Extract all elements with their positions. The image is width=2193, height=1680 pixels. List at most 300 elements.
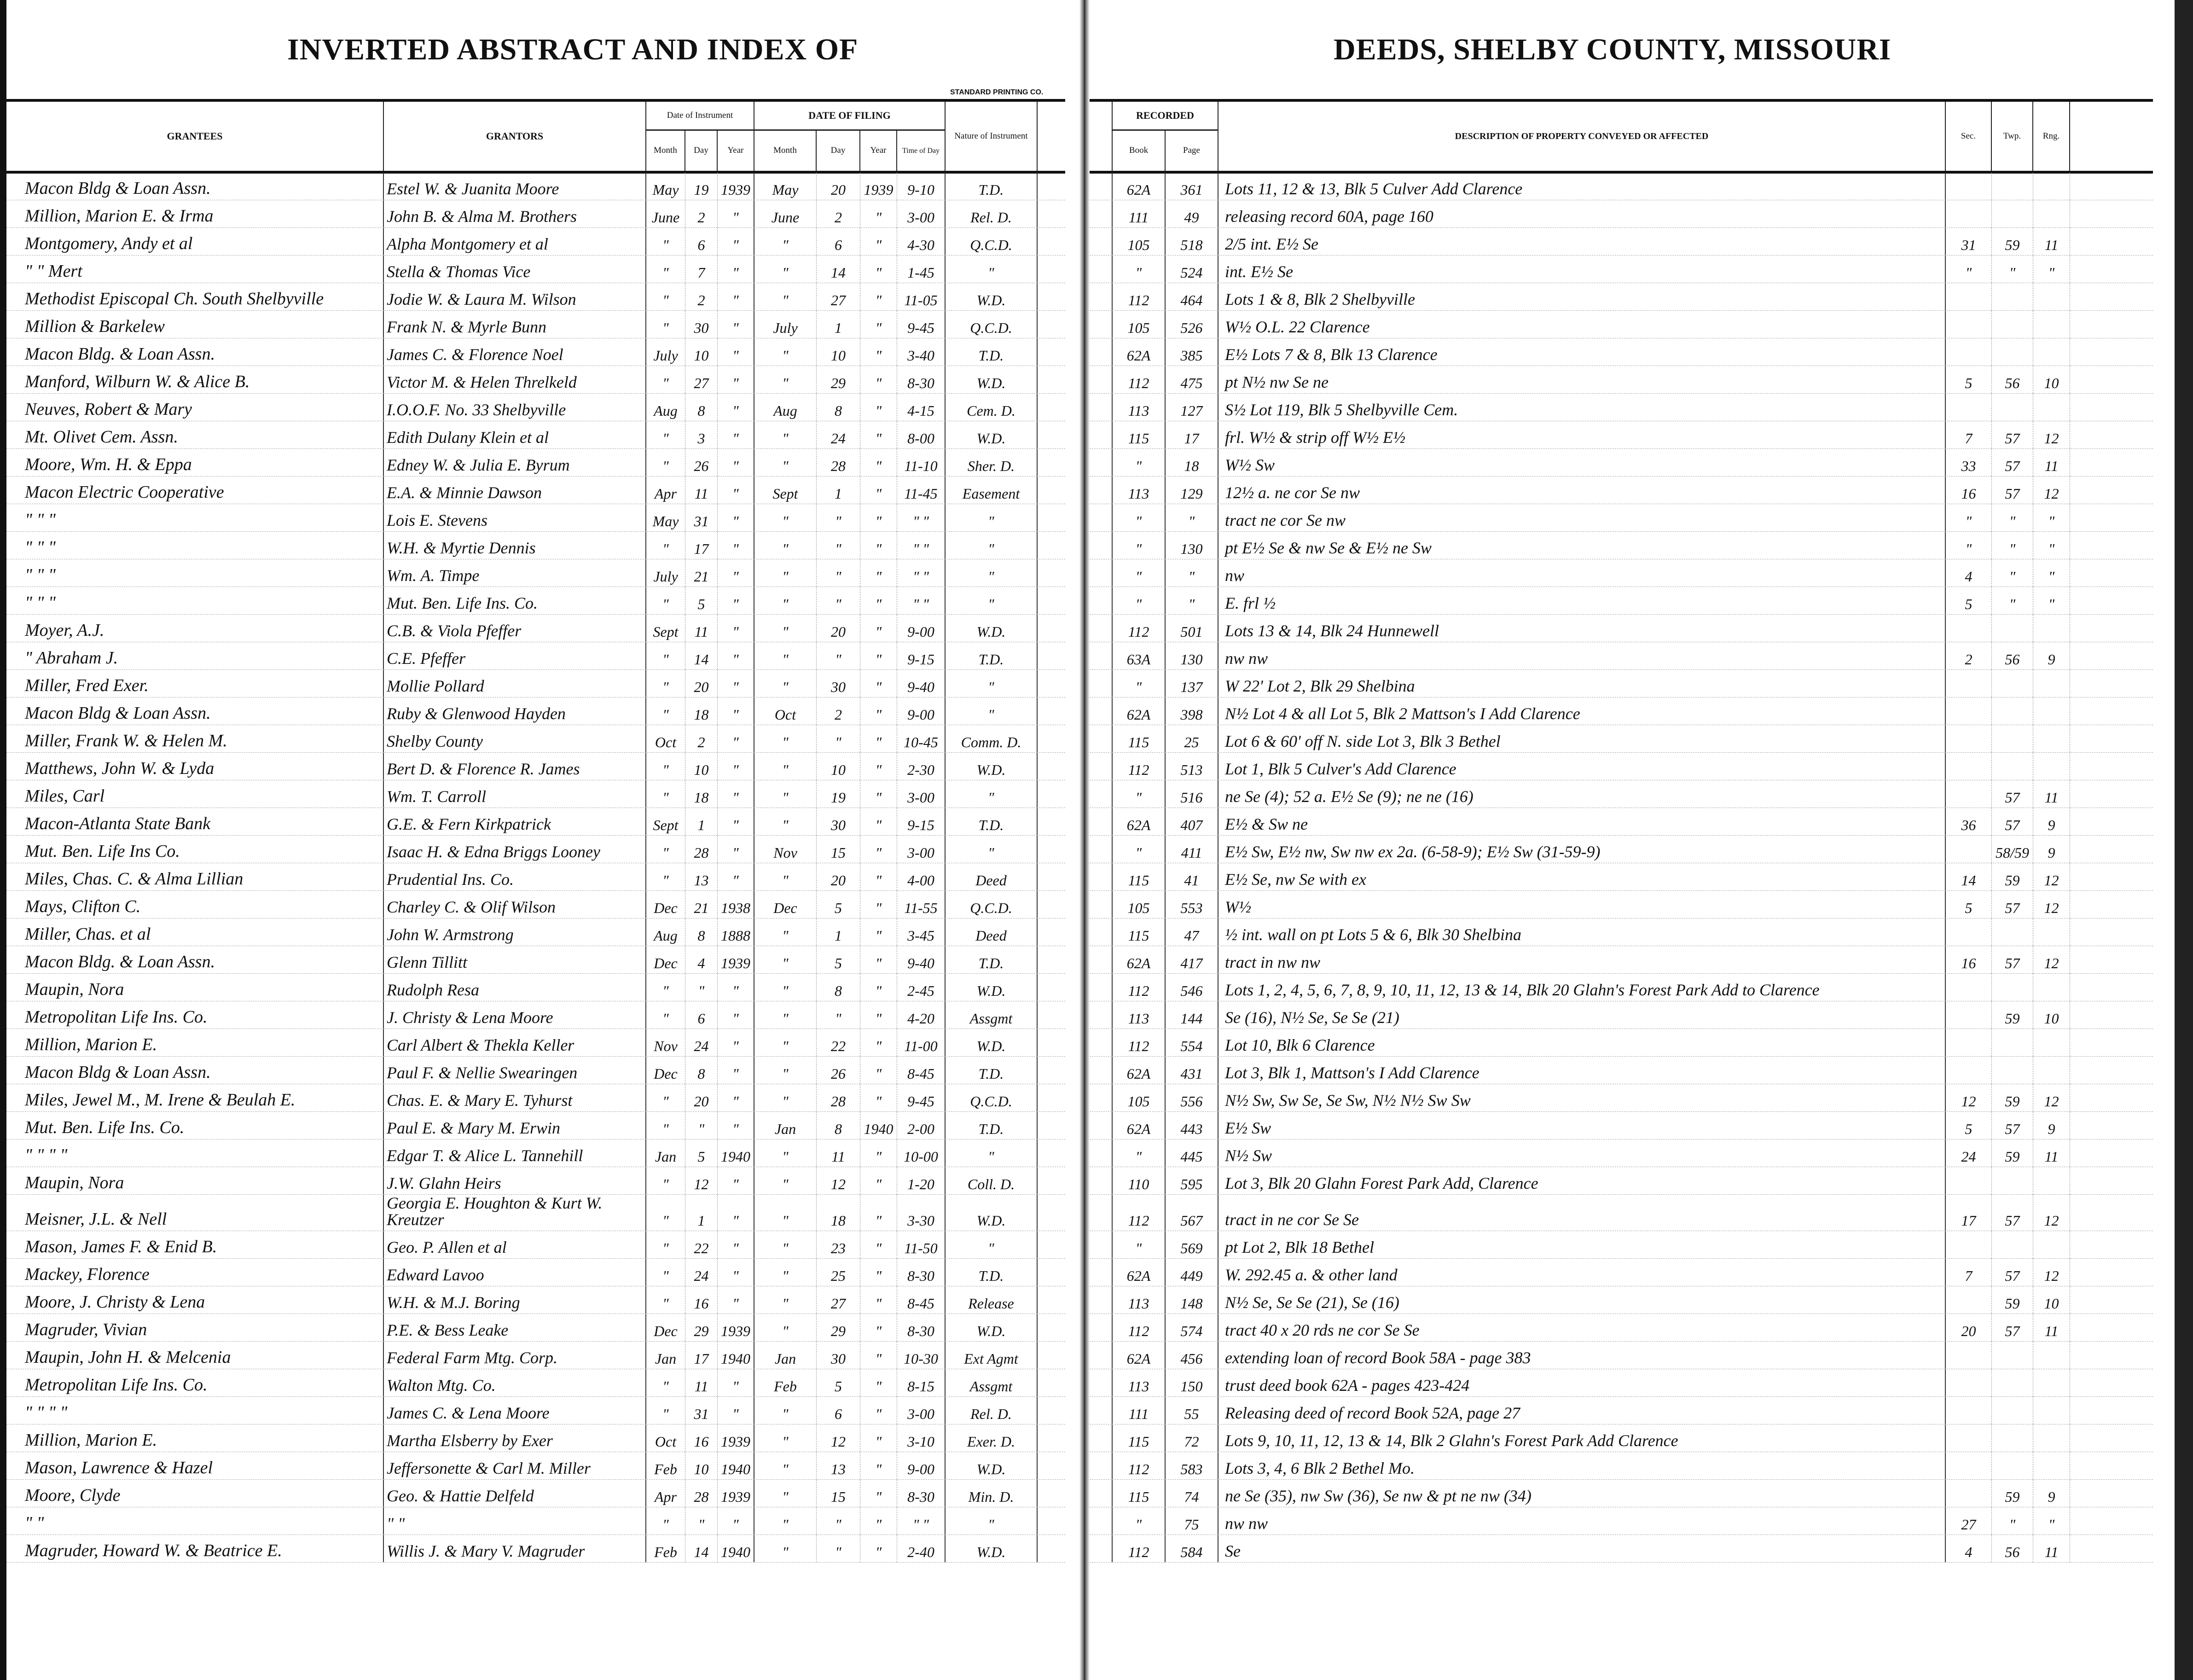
entry-page: 130 (1166, 532, 1218, 559)
entry-description: tract ne cor Se nw (1218, 504, 1946, 531)
entry-grantor: Mut. Ben. Life Ins. Co. (384, 587, 646, 614)
entry-blank-cell (1090, 808, 1113, 835)
entry-book: 112 (1113, 974, 1166, 1001)
header-inst-year: Year (718, 129, 754, 171)
printer-mark: STANDARD PRINTING CO. (950, 88, 1044, 96)
entry-inst-year: " (718, 421, 754, 448)
entry-blank-cell (1090, 863, 1113, 890)
entry-blank-cell (1090, 974, 1113, 1001)
header-file-year: Year (860, 129, 897, 171)
entry-inst-month: Jan (646, 1342, 685, 1369)
entry-grantee: " " " (6, 504, 384, 531)
entry-rng: 10 (2033, 1286, 2070, 1314)
left-entry-row (6, 587, 1065, 615)
entry-page: 74 (1166, 1480, 1218, 1507)
entry-grantee: Maupin, John H. & Melcenia (6, 1342, 384, 1369)
entry-blank-cell (2070, 421, 2153, 448)
entry-inst-day: 12 (685, 1167, 718, 1194)
entry-twp (1992, 725, 2033, 752)
entry-sec (1946, 1397, 1992, 1424)
entry-sec (1946, 1342, 1992, 1369)
entry-blank-cell (1038, 1057, 1065, 1084)
entry-sec (1946, 311, 1992, 338)
entry-page: 501 (1166, 615, 1218, 642)
left-entry-row (6, 1507, 1065, 1535)
entry-file-year: " (860, 1286, 897, 1314)
entry-grantee: Moyer, A.J. (6, 615, 384, 642)
entry-book: " (1113, 1139, 1166, 1167)
entry-blank-cell (1038, 228, 1065, 255)
entry-nature: W.D. (946, 753, 1038, 780)
entry-sec: 36 (1946, 808, 1992, 835)
entry-blank-cell (2070, 1112, 2153, 1139)
entry-blank-cell (1090, 1369, 1113, 1396)
entry-blank-cell (1038, 532, 1065, 559)
header-page: Page (1166, 129, 1218, 171)
entry-twp (1992, 338, 2033, 366)
entry-blank-cell (1038, 311, 1065, 338)
entry-file-day: 18 (817, 1195, 860, 1231)
left-entry-row (6, 1259, 1065, 1286)
left-entry-row (6, 780, 1065, 808)
entry-file-day: 24 (817, 421, 860, 448)
entry-book: 113 (1113, 1369, 1166, 1396)
entry-inst-month: " (646, 753, 685, 780)
entry-rng (2033, 1397, 2070, 1424)
right-entry-row (1090, 918, 2153, 946)
left-entry-row (6, 808, 1065, 836)
entry-description: Lots 13 & 14, Blk 24 Hunnewell (1218, 615, 1946, 642)
entry-file-day: 13 (817, 1452, 860, 1479)
entry-inst-day: 20 (685, 670, 718, 697)
entry-page: 385 (1166, 338, 1218, 366)
entry-inst-month: Aug (646, 918, 685, 946)
entry-page: 47 (1166, 918, 1218, 946)
left-entry-row (6, 1480, 1065, 1507)
entry-file-year: " (860, 1480, 897, 1507)
entry-inst-day: 16 (685, 1424, 718, 1452)
left-entry-row (6, 946, 1065, 974)
left-entry-row (6, 974, 1065, 1001)
entry-file-year: " (860, 753, 897, 780)
entry-book: " (1113, 836, 1166, 863)
entry-inst-year: " (718, 200, 754, 227)
entry-rng: 12 (2033, 891, 2070, 918)
entry-description: pt E½ Se & nw Se & E½ ne Sw (1218, 532, 1946, 559)
entry-inst-day: 29 (685, 1314, 718, 1341)
entry-blank-cell (2070, 366, 2153, 393)
entry-grantee: Magruder, Vivian (6, 1314, 384, 1341)
entry-grantee: Macon Bldg & Loan Assn. (6, 698, 384, 725)
entry-blank-cell (1090, 1314, 1113, 1341)
entry-time: 8-30 (897, 1480, 946, 1507)
entry-nature: Q.C.D. (946, 228, 1038, 255)
entry-sec: 33 (1946, 449, 1992, 476)
entry-page: " (1166, 587, 1218, 614)
right-entry-row (1090, 1480, 2153, 1507)
entry-file-year: " (860, 1452, 897, 1479)
entry-nature: T.D. (946, 1112, 1038, 1139)
entry-sec (1946, 1167, 1992, 1194)
entry-book: 115 (1113, 421, 1166, 448)
entry-file-day: 14 (817, 256, 860, 283)
entry-nature: " (946, 587, 1038, 614)
entry-inst-year: " (718, 753, 754, 780)
entry-blank-cell (1038, 283, 1065, 310)
entry-description: nw nw (1218, 1507, 1946, 1535)
entry-rng: 10 (2033, 366, 2070, 393)
entry-blank-cell (2070, 698, 2153, 725)
entry-time: 4-00 (897, 863, 946, 890)
entry-description: E. frl ½ (1218, 587, 1946, 614)
entry-description: W½ O.L. 22 Clarence (1218, 311, 1946, 338)
entry-grantor: P.E. & Bess Leake (384, 1314, 646, 1341)
entry-file-day: 20 (817, 173, 860, 200)
entry-inst-month: July (646, 338, 685, 366)
entry-blank-cell (1038, 1231, 1065, 1258)
entry-sec (1946, 1029, 1992, 1056)
entry-file-month: " (754, 366, 817, 393)
entry-time: 9-40 (897, 946, 946, 973)
entry-inst-month: " (646, 366, 685, 393)
entry-blank-cell (2070, 449, 2153, 476)
right-entry-row (1090, 698, 2153, 725)
entry-inst-year: 1940 (718, 1535, 754, 1562)
entry-rng: 12 (2033, 477, 2070, 504)
entry-blank-cell (2070, 780, 2153, 808)
entry-blank-cell (1038, 559, 1065, 587)
entry-book: 62A (1113, 1259, 1166, 1286)
entry-inst-month: June (646, 200, 685, 227)
entry-twp (1992, 1342, 2033, 1369)
entry-description: extending loan of record Book 58A - page 383 (1218, 1342, 1946, 1369)
entry-rng: 11 (2033, 228, 2070, 255)
left-entry-row (6, 421, 1065, 449)
entry-blank-cell (1090, 1029, 1113, 1056)
entry-blank-cell (2070, 1139, 2153, 1167)
entry-blank-cell (1090, 173, 1113, 200)
entry-nature: W.D. (946, 1314, 1038, 1341)
right-entry-row (1090, 366, 2153, 394)
entry-file-day: 8 (817, 394, 860, 421)
entry-file-month: " (754, 1314, 817, 1341)
entry-file-day: 30 (817, 808, 860, 835)
entry-time: 9-15 (897, 808, 946, 835)
entry-book: 105 (1113, 228, 1166, 255)
right-entry-row (1090, 1001, 2153, 1029)
entry-grantee: Mason, Lawrence & Hazel (6, 1452, 384, 1479)
entry-grantor: Ruby & Glenwood Hayden (384, 698, 646, 725)
entry-description: W 22' Lot 2, Blk 29 Shelbina (1218, 670, 1946, 697)
header-inst-month: Month (646, 129, 685, 171)
entry-rng (2033, 1452, 2070, 1479)
entry-inst-day: 20 (685, 1084, 718, 1111)
entry-description: S½ Lot 119, Blk 5 Shelbyville Cem. (1218, 394, 1946, 421)
entry-blank-cell (1038, 338, 1065, 366)
entry-inst-day: 27 (685, 366, 718, 393)
entry-grantor: Bert D. & Florence R. James (384, 753, 646, 780)
entry-grantee: Mackey, Florence (6, 1259, 384, 1286)
entry-blank-cell (1090, 615, 1113, 642)
entry-rng (2033, 1424, 2070, 1452)
entry-inst-day: 2 (685, 725, 718, 752)
entry-blank-cell (2070, 974, 2153, 1001)
entry-nature: W.D. (946, 1029, 1038, 1056)
entry-description: nw (1218, 559, 1946, 587)
entry-grantor: Alpha Montgomery et al (384, 228, 646, 255)
entry-grantor: G.E. & Fern Kirkpatrick (384, 808, 646, 835)
entry-inst-year: " (718, 1231, 754, 1258)
entry-grantor: Walton Mtg. Co. (384, 1369, 646, 1396)
entry-inst-year: 1939 (718, 173, 754, 200)
entry-page: 144 (1166, 1001, 1218, 1029)
entry-grantor: " " (384, 1507, 646, 1535)
entry-twp: 59 (1992, 1001, 2033, 1029)
entry-blank-cell (1038, 1480, 1065, 1507)
entry-file-month: Jan (754, 1342, 817, 1369)
entry-grantee: Macon Bldg. & Loan Assn. (6, 946, 384, 973)
entry-inst-year: " (718, 863, 754, 890)
left-entry-row (6, 256, 1065, 283)
entry-rng: 12 (2033, 1084, 2070, 1111)
entry-book: 62A (1113, 1342, 1166, 1369)
entry-nature: " (946, 504, 1038, 531)
entry-inst-year: " (718, 1286, 754, 1314)
header-time-of-day: Time of Day (897, 129, 946, 171)
entry-time: 11-05 (897, 283, 946, 310)
entry-time: 3-30 (897, 1195, 946, 1231)
entry-inst-month: " (646, 1112, 685, 1139)
entry-grantor: John W. Armstrong (384, 918, 646, 946)
entry-blank-cell (1038, 1029, 1065, 1056)
entry-description: E½ Sw, E½ nw, Sw nw ex 2a. (6-58-9); E½ Sw (31-59-9) (1218, 836, 1946, 863)
entry-blank-cell (1090, 725, 1113, 752)
entry-rng: 11 (2033, 1535, 2070, 1562)
header-nature-of-instrument: Nature of Instrument (946, 102, 1038, 171)
entry-inst-day: 7 (685, 256, 718, 283)
entry-description: frl. W½ & strip off W½ E½ (1218, 421, 1946, 448)
entry-rng: 12 (2033, 421, 2070, 448)
entry-grantor: Stella & Thomas Vice (384, 256, 646, 283)
entry-blank-cell (2070, 311, 2153, 338)
entry-inst-year: " (718, 642, 754, 669)
entry-description: E½ Se, nw Se with ex (1218, 863, 1946, 890)
entry-inst-year: 1939 (718, 1424, 754, 1452)
entry-page: 546 (1166, 974, 1218, 1001)
entry-blank-cell (1090, 338, 1113, 366)
entry-blank-cell (1038, 946, 1065, 973)
entry-blank-cell (1090, 1231, 1113, 1258)
left-entry-row (6, 1369, 1065, 1397)
entry-file-year: " (860, 863, 897, 890)
entry-file-year: " (860, 200, 897, 227)
entry-book: " (1113, 532, 1166, 559)
entry-description: 12½ a. ne cor Se nw (1218, 477, 1946, 504)
entry-blank-cell (2070, 559, 2153, 587)
left-page (6, 0, 1079, 1680)
entry-description: N½ Sw, Sw Se, Se Sw, N½ N½ Sw Sw (1218, 1084, 1946, 1111)
entry-inst-year: " (718, 1001, 754, 1029)
entry-blank-cell (1038, 200, 1065, 227)
entry-sec: 16 (1946, 946, 1992, 973)
entry-blank-cell (1090, 532, 1113, 559)
entry-file-day: 27 (817, 1286, 860, 1314)
entry-twp (1992, 173, 2033, 200)
entry-grantor: Carl Albert & Thekla Keller (384, 1029, 646, 1056)
entry-inst-day: 10 (685, 1452, 718, 1479)
entry-file-day: 5 (817, 1369, 860, 1396)
entry-nature: Min. D. (946, 1480, 1038, 1507)
header-blank (1038, 102, 1065, 171)
right-entry-row (1090, 1314, 2153, 1342)
entry-time: 9-45 (897, 1084, 946, 1111)
entry-grantee: Montgomery, Andy et al (6, 228, 384, 255)
entry-file-month: " (754, 946, 817, 973)
entry-description: Lot 1, Blk 5 Culver's Add Clarence (1218, 753, 1946, 780)
entry-book: 112 (1113, 1314, 1166, 1341)
entry-blank-cell (1090, 1480, 1113, 1507)
entry-blank-cell (2070, 283, 2153, 310)
entry-inst-month: Apr (646, 1480, 685, 1507)
entry-inst-month: " (646, 1001, 685, 1029)
entry-file-year: " (860, 1314, 897, 1341)
entry-rng: 9 (2033, 836, 2070, 863)
entry-page: 556 (1166, 1084, 1218, 1111)
entry-book: 111 (1113, 200, 1166, 227)
entry-grantee: Miles, Jewel M., M. Irene & Beulah E. (6, 1084, 384, 1111)
entry-rng (2033, 338, 2070, 366)
entry-grantor: Isaac H. & Edna Briggs Looney (384, 836, 646, 863)
entry-grantee: Maupin, Nora (6, 974, 384, 1001)
entry-sec (1946, 1231, 1992, 1258)
left-entry-row (6, 1452, 1065, 1480)
entry-inst-day: 6 (685, 228, 718, 255)
entry-page: 411 (1166, 836, 1218, 863)
entry-time: 8-30 (897, 366, 946, 393)
entry-twp: " (1992, 256, 2033, 283)
entry-blank-cell (1038, 1001, 1065, 1029)
entry-blank-cell (1038, 1452, 1065, 1479)
entry-rng (2033, 615, 2070, 642)
entry-inst-year: " (718, 615, 754, 642)
header-description: DESCRIPTION OF PROPERTY CONVEYED OR AFFECTED (1218, 102, 1946, 171)
entry-book: 113 (1113, 394, 1166, 421)
entry-inst-day: 16 (685, 1286, 718, 1314)
left-column-headers (6, 99, 1065, 174)
entry-file-day: 26 (817, 1057, 860, 1084)
entry-grantee: Moore, Wm. H. & Eppa (6, 449, 384, 476)
header-recorded: RECORDED (1113, 102, 1218, 129)
entry-grantor: E.A. & Minnie Dawson (384, 477, 646, 504)
entry-blank-cell (1090, 1424, 1113, 1452)
entry-blank-cell (1090, 891, 1113, 918)
entry-inst-year: " (718, 1029, 754, 1056)
entry-time: 10-00 (897, 1139, 946, 1167)
entry-book: 112 (1113, 753, 1166, 780)
entry-description: Lots 9, 10, 11, 12, 13 & 14, Blk 2 Glahn's Forest Park Add Clarence (1218, 1424, 1946, 1452)
scan-edge-right (2175, 0, 2193, 1680)
entry-rng: 9 (2033, 808, 2070, 835)
entry-blank-cell (2070, 1342, 2153, 1369)
entry-grantee: Macon Bldg & Loan Assn. (6, 173, 384, 200)
entry-grantee: Meisner, J.L. & Nell (6, 1195, 384, 1231)
entry-inst-month: Aug (646, 394, 685, 421)
right-entry-row (1090, 338, 2153, 366)
entry-inst-year: " (718, 338, 754, 366)
entry-grantee: Matthews, John W. & Lyda (6, 753, 384, 780)
entry-blank-cell (2070, 1084, 2153, 1111)
entry-nature: W.D. (946, 615, 1038, 642)
entry-description: Lot 3, Blk 1, Mattson's I Add Clarence (1218, 1057, 1946, 1084)
entry-rng (2033, 200, 2070, 227)
entry-description: N½ Sw (1218, 1139, 1946, 1167)
entry-blank-cell (1090, 394, 1113, 421)
entry-page: 407 (1166, 808, 1218, 835)
entry-time: 8-45 (897, 1286, 946, 1314)
entry-rng (2033, 1167, 2070, 1194)
left-entry-row (6, 1167, 1065, 1195)
left-entry-row (6, 698, 1065, 725)
entry-nature: " (946, 780, 1038, 808)
entry-twp (1992, 1424, 2033, 1452)
entry-rng: " (2033, 587, 2070, 614)
entry-inst-year: " (718, 394, 754, 421)
entry-twp (1992, 918, 2033, 946)
entry-time: 1-20 (897, 1167, 946, 1194)
entry-time: 4-30 (897, 228, 946, 255)
entry-file-year: " (860, 642, 897, 669)
entry-blank-cell (1090, 449, 1113, 476)
entry-twp: " (1992, 504, 2033, 531)
right-entry-row (1090, 1057, 2153, 1084)
entry-twp: 59 (1992, 863, 2033, 890)
entry-blank-cell (1038, 1167, 1065, 1194)
entry-inst-day: 11 (685, 477, 718, 504)
entry-blank-cell (1038, 1424, 1065, 1452)
entry-blank-cell (2070, 504, 2153, 531)
entry-page: 431 (1166, 1057, 1218, 1084)
entry-page: 18 (1166, 449, 1218, 476)
entry-file-year: " (860, 1507, 897, 1535)
left-entry-row (6, 311, 1065, 338)
left-entry-row (6, 1535, 1065, 1563)
entry-file-year: " (860, 311, 897, 338)
entry-file-day: 29 (817, 1314, 860, 1341)
entry-twp: 56 (1992, 642, 2033, 669)
entry-time: 3-00 (897, 1397, 946, 1424)
entry-grantee: Million, Marion E. & Irma (6, 200, 384, 227)
left-entry-row (6, 642, 1065, 670)
entry-book: 62A (1113, 698, 1166, 725)
entry-inst-day: 22 (685, 1231, 718, 1258)
entry-file-year: " (860, 891, 897, 918)
entry-inst-day: 17 (685, 1342, 718, 1369)
entry-nature: " (946, 532, 1038, 559)
entry-blank-cell (2070, 173, 2153, 200)
entry-page: 583 (1166, 1452, 1218, 1479)
entry-blank-cell (2070, 394, 2153, 421)
entry-description: Lots 1 & 8, Blk 2 Shelbyville (1218, 283, 1946, 310)
entry-twp (1992, 283, 2033, 310)
entry-blank-cell (1090, 1535, 1113, 1562)
entry-twp (1992, 1397, 2033, 1424)
entry-twp (1992, 1029, 2033, 1056)
entry-page: 456 (1166, 1342, 1218, 1369)
entry-grantor: Jeffersonette & Carl M. Miller (384, 1452, 646, 1479)
entry-grantor: Georgia E. Houghton & Kurt W. Kreutzer (384, 1195, 646, 1231)
entry-rng (2033, 918, 2070, 946)
left-entry-row (6, 1084, 1065, 1112)
